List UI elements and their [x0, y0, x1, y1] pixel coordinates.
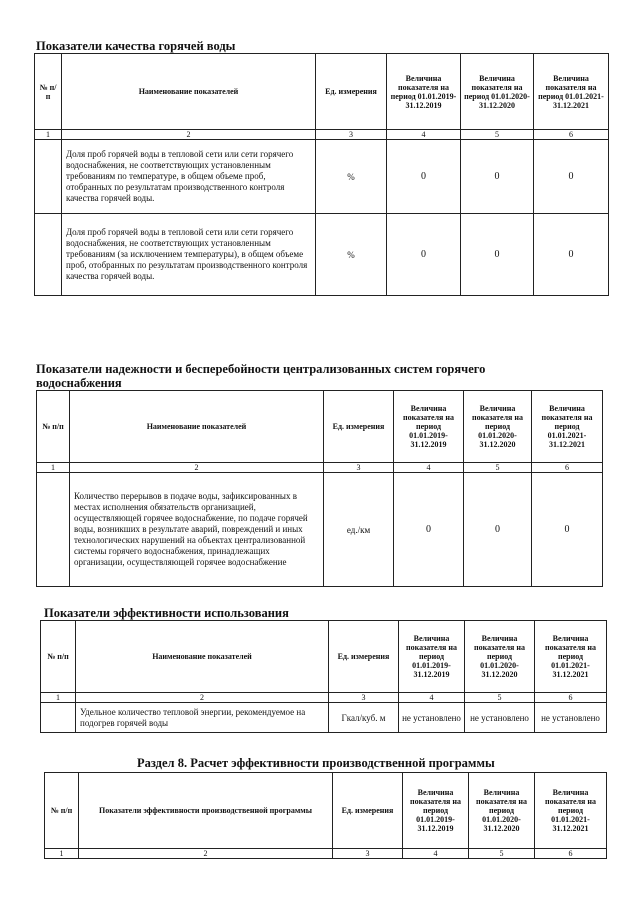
col-unit-header: Ед. измерения	[316, 54, 387, 130]
indicator-value-2019: не установлено	[399, 703, 465, 733]
indicator-value-2021: 0	[534, 214, 609, 296]
col-period3-header: Величина показателя на период 01.01.2021-31.12.2021	[535, 773, 607, 849]
reliability-table	[36, 390, 603, 587]
indicator-name: Количество перерывов в подаче воды, зафиксированных в местах исполнения обязательств организацией, осуществляющей горячее водоснабжение, по подаче горячей воды, возникших в результате аварий, повреждений и иных технологических нарушений на объектах централизованной системы горячего водоснабжения, принадлежащих организации, осуществляющей горячее водоснабжение	[70, 473, 324, 587]
quality-section-title: Показатели качества горячей воды	[36, 39, 236, 53]
col-index: 3	[333, 849, 403, 859]
section8-table	[44, 772, 607, 859]
col-index: 6	[534, 130, 609, 140]
indicator-value-2020: не установлено	[465, 703, 535, 733]
col-index: 2	[62, 130, 316, 140]
indicator-value-2021: не установлено	[535, 703, 607, 733]
table-row	[35, 140, 609, 214]
col-index: 1	[37, 463, 70, 473]
col-index: 3	[329, 693, 399, 703]
col-index: 2	[76, 693, 329, 703]
indicator-name: Удельное количество тепловой энергии, рекомендуемое на подогрев горячей воды	[76, 703, 329, 733]
col-unit-header: Ед. измерения	[329, 621, 399, 693]
table-row	[37, 473, 603, 587]
indicator-value-2019: 0	[394, 473, 464, 587]
indicator-name: Доля проб горячей воды в тепловой сети или сети горячего водоснабжения, не соответствующих установленным требованиям (за исключением температуры), в общем объеме проб, отобранных по результатам производственного контроля качества горячей воды.	[62, 214, 316, 296]
col-period3-header: Величина показателя на период 01.01.2021-31.12.2021	[535, 621, 607, 693]
col-index: 3	[316, 130, 387, 140]
col-index: 1	[35, 130, 62, 140]
indicator-name: Доля проб горячей воды в тепловой сети или сети горячего водоснабжения, не соответствующих установленным требованиям по температуре, в общем объеме проб, отобранных по результатам производственного контроля качества горячей воды.	[62, 140, 316, 214]
row-number	[35, 140, 62, 214]
col-period2-header: Величина показателя на период 01.01.2020-31.12.2020	[469, 773, 535, 849]
col-index: 6	[532, 463, 603, 473]
efficiency-table	[40, 620, 607, 733]
col-index: 3	[324, 463, 394, 473]
col-name-header: Наименование показателей	[76, 621, 329, 693]
col-num-header: № п/п	[45, 773, 79, 849]
col-period1-header: Величина показателя на период 01.01.2019-31.12.2019	[387, 54, 461, 130]
col-period3-header: Величина показателя на период 01.01.2021-31.12.2021	[534, 54, 609, 130]
col-name-header: Наименование показателей	[70, 391, 324, 463]
col-period2-header: Величина показателя на период 01.01.2020-31.12.2020	[461, 54, 534, 130]
col-num-header: № п/п	[41, 621, 76, 693]
col-name-header: Наименование показателей	[62, 54, 316, 130]
col-index: 2	[70, 463, 324, 473]
col-index: 5	[465, 693, 535, 703]
indicator-value-2020: 0	[461, 140, 534, 214]
col-period1-header: Величина показателя на период 01.01.2019-31.12.2019	[403, 773, 469, 849]
col-index: 4	[403, 849, 469, 859]
row-number	[37, 473, 70, 587]
col-index: 4	[387, 130, 461, 140]
col-num-header: № п/п	[35, 54, 62, 130]
row-number	[41, 703, 76, 733]
indicator-value-2019: 0	[387, 214, 461, 296]
table-row	[35, 214, 609, 296]
indicator-value-2021: 0	[534, 140, 609, 214]
col-index: 4	[394, 463, 464, 473]
indicator-unit: Гкал/куб. м	[329, 703, 399, 733]
col-period2-header: Величина показателя на период 01.01.2020-31.12.2020	[464, 391, 532, 463]
table-row	[41, 703, 607, 733]
col-index: 1	[45, 849, 79, 859]
col-index: 6	[535, 849, 607, 859]
col-index: 1	[41, 693, 76, 703]
col-index: 5	[461, 130, 534, 140]
quality-table	[34, 53, 609, 296]
col-index: 2	[79, 849, 333, 859]
indicator-value-2020: 0	[464, 473, 532, 587]
col-period3-header: Величина показателя на период 01.01.2021-31.12.2021	[532, 391, 603, 463]
col-index: 5	[469, 849, 535, 859]
indicator-unit: %	[316, 214, 387, 296]
efficiency-section-title: Показатели эффективности использования	[44, 606, 289, 620]
col-period1-header: Величина показателя на период 01.01.2019-31.12.2019	[394, 391, 464, 463]
section8-title: Раздел 8. Расчет эффективности производственной программы	[137, 756, 495, 770]
reliability-section-title: Показатели надежности и бесперебойности централизованных систем горячего водоснабжения	[36, 362, 486, 390]
col-index: 5	[464, 463, 532, 473]
indicator-unit: %	[316, 140, 387, 214]
col-num-header: № п/п	[37, 391, 70, 463]
col-name-header: Показатели эффективности производственной программы	[79, 773, 333, 849]
col-index: 6	[535, 693, 607, 703]
indicator-value-2019: 0	[387, 140, 461, 214]
col-period2-header: Величина показателя на период 01.01.2020-31.12.2020	[465, 621, 535, 693]
indicator-value-2020: 0	[461, 214, 534, 296]
col-period1-header: Величина показателя на период 01.01.2019-31.12.2019	[399, 621, 465, 693]
indicator-value-2021: 0	[532, 473, 603, 587]
col-unit-header: Ед. измерения	[333, 773, 403, 849]
col-index: 4	[399, 693, 465, 703]
indicator-unit: ед./км	[324, 473, 394, 587]
col-unit-header: Ед. измерения	[324, 391, 394, 463]
row-number	[35, 214, 62, 296]
